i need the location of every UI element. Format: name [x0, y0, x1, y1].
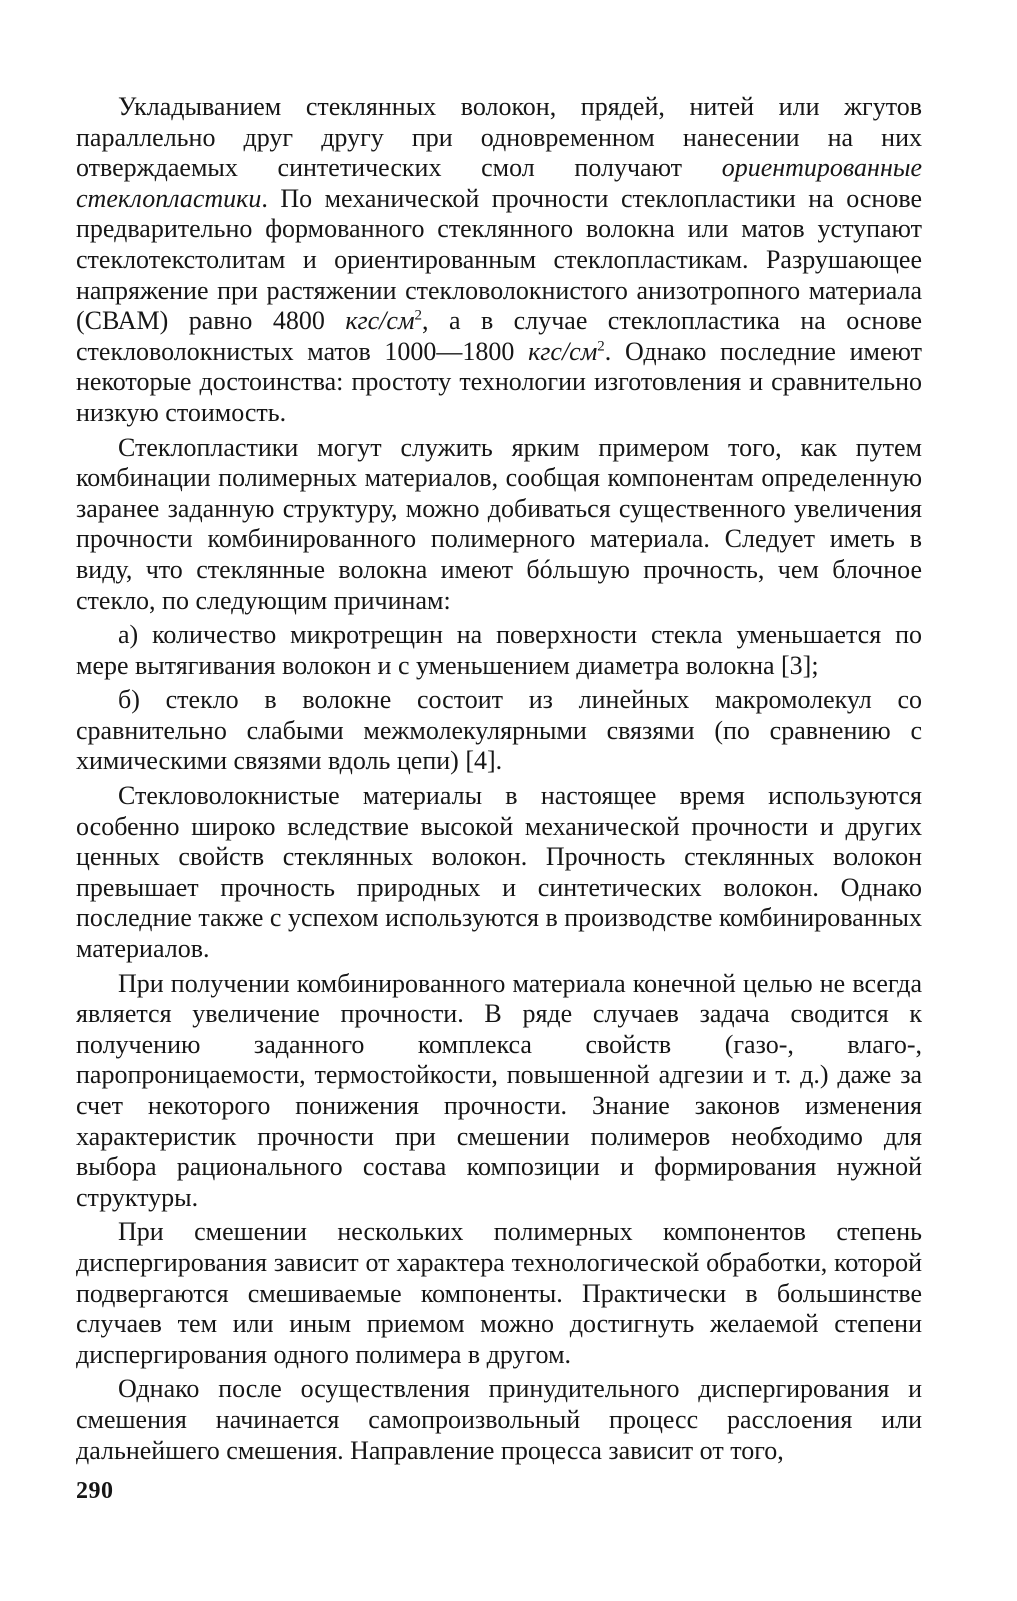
paragraph-text: . По механической прочности стеклопластики на основе предварительно формованного стеклянного волокна или матов уступают стеклотекстолитам и ориентированным стеклопластикам. Разрушающее напряжение при растяжении стекловолокнистого анизотропного материала (СВАМ) равно 4800 [76, 183, 922, 336]
unit-text: кгс/см [345, 306, 415, 336]
list-item-a: а) количество микротрещин на поверхности стекла уменьшается по мере вытягивания волокон и с уменьшением диаметра волокна [3]; [76, 620, 922, 680]
paragraph-text: Укладыванием стеклянных волокон, прядей, нитей или жгутов параллельно друг другу при одновременном нанесении на них отверждаемых синтетических смол получают [76, 92, 922, 183]
paragraph-combined-material-goal: При получении комбинированного материала конечной целью не всегда является увеличение прочности. В ряде случаев задача сводится к получению заданного комплекса свойств (газо-, влаго-, паропроницаемости, термостойкости, повышенной адгезии и т. д.) даже за счет некоторого понижения прочности. Знание законов изменения характеристик прочности при смешении полимеров необходимо для выбора рационального состава композиции и формирования нужной структуры. [76, 968, 922, 1212]
unit-exponent: 2 [597, 338, 605, 355]
paragraph-fiberglass-example: Стеклопластики могут служить ярким примером того, как путем комбинации полимерных материалов, сообщая компонентам определенную заранее заданную структуру, можно добиваться существенного увеличения прочности комбинированного полимерного материала. Следует иметь в виду, что стеклянные волокна имеют бóльшую прочность, чем блочное стекло, по следующим причинам: [76, 432, 922, 615]
paragraph-text: . Однако последние имеют некоторые достоинства: простоту технологии изготовления и сравнительно низкую стоимость. [76, 336, 922, 427]
paragraph-polymer-mixing: При смешении нескольких полимерных компонентов степень диспергирования зависит от характера технологической обработки, которой подвергаются смешиваемые компоненты. Практически в большинстве случаев тем или иным приемом можно достигнуть желаемой степени диспергирования одного полимера в другом. [76, 1217, 922, 1369]
paragraph-oriented-fiberglass [76, 92, 922, 429]
page-body [76, 92, 922, 1472]
unit-text: кгс/см [528, 336, 598, 366]
paragraph-glass-fiber-materials: Стекловолокнистые материалы в настоящее время используются особенно широко вследствие высокой механической прочности и других ценных свойств стеклянных волокон. Прочность стеклянных волокон превышает прочность природных и синтетических волокон. Однако последние также с успехом используются в производстве комбинированных материалов. [76, 781, 922, 964]
unit-exponent: 2 [414, 307, 423, 324]
paragraph-text: , а в случае стеклопластика на основе стекловолокнистых матов 1000—1800 [76, 306, 922, 366]
list-item-b: б) стекло в волокне состоит из линейных макромолекул со сравнительно слабыми межмолекулярными связями (по сравнению с химическими связями вдоль цепи) [4]. [76, 685, 922, 776]
paragraph-forced-dispersion: Однако после осуществления принудительного диспергирования и смешения начинается самопроизвольный процесс расслоения или дальнейшего смешения. Направление процесса зависит от того, [76, 1374, 922, 1465]
italic-term: ориентированные стеклопластики [76, 153, 922, 213]
page-number: 290 [76, 1478, 114, 1504]
